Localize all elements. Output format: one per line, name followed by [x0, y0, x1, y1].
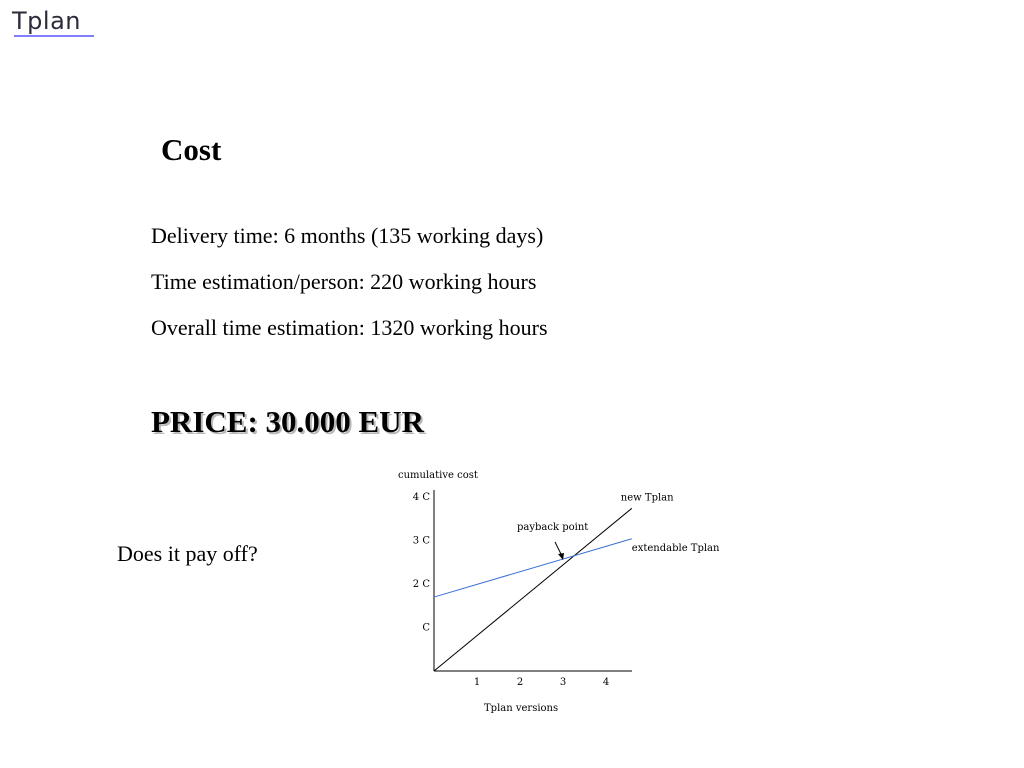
series-label: extendable Tplan [631, 542, 720, 554]
payback-point-label: payback point [517, 522, 589, 533]
overall-time-estimation-text: Overall time estimation: 1320 working hours [151, 315, 548, 340]
y-tick-label: 3 C [412, 535, 430, 547]
y-axis-label: cumulative cost [398, 470, 478, 481]
cost-details-list [151, 213, 548, 351]
payback-point-arrowhead [558, 553, 564, 560]
x-tick-label: 2 [516, 677, 524, 688]
logo-text: Tplan [12, 7, 81, 35]
slide-title: Cost [161, 132, 222, 167]
y-tick-label: 4 C [412, 492, 430, 503]
y-tick-label: C [422, 622, 430, 634]
time-estimation-person-text: Time estimation/person: 220 working hours [151, 269, 537, 294]
x-tick-label: 1 [473, 677, 481, 688]
tplan-logo [12, 6, 94, 38]
x-axis-label: Tplan versions [484, 703, 559, 714]
series-label: new Tplan [620, 492, 674, 504]
y-tick-label: 2 C [412, 579, 430, 590]
payback-chart [380, 462, 730, 722]
payoff-question: Does it pay off? [117, 541, 258, 566]
logo-underline [14, 35, 94, 37]
series-line [434, 539, 632, 597]
x-tick-label: 3 [559, 677, 567, 688]
price-text: PRICE: 30.000 EUR [151, 404, 424, 439]
delivery-time-text: Delivery time: 6 months (135 working days) [151, 223, 544, 248]
x-tick-label: 4 [602, 677, 610, 688]
